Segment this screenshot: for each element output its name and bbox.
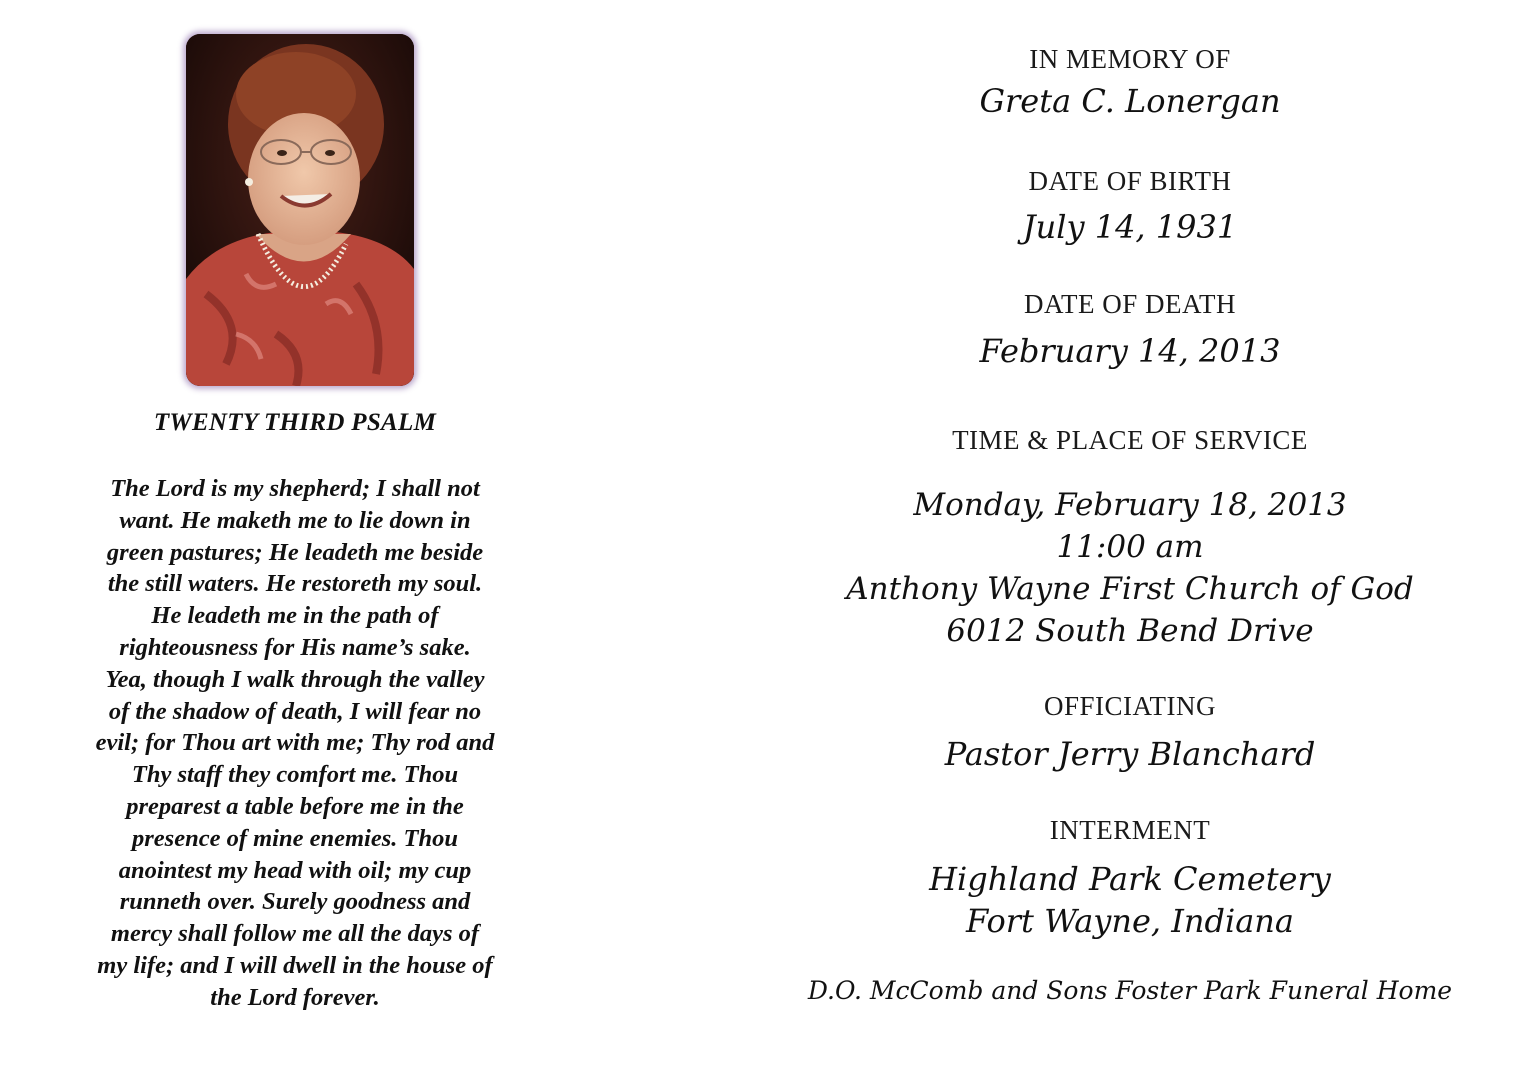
service-time: 11:00 am [1056,529,1204,565]
service-place: Anthony Wayne First Church of God [846,571,1414,607]
birth-label: DATE OF BIRTH [1028,166,1232,196]
left-panel [0,0,590,1065]
psalm-line: mercy shall follow me all the days of [110,920,480,948]
officiant-name: Pastor Jerry Blanchard [944,735,1316,773]
service-details [760,484,1500,652]
service-address: 6012 South Bend Drive [946,613,1314,649]
interment-place: Highland Park Cemetery [929,860,1331,898]
service-label: TIME & PLACE OF SERVICE [952,425,1308,455]
psalm-line: Thy staff they comfort me. Thou [131,761,459,789]
deceased-name: Greta C. Lonergan [979,82,1281,120]
psalm-line: want. He maketh me to lie down in [119,506,471,534]
service-date: Monday, February 18, 2013 [913,487,1347,523]
psalm-line: righteousness for His name’s sake. [119,633,471,661]
psalm-line: Yea, though I walk through the valley [105,665,485,693]
psalm-line: green pastures; He leadeth me beside [106,538,484,566]
officiating-label: OFFICIATING [1043,691,1216,721]
psalm-line: the still waters. He restoreth my soul. [107,570,483,598]
psalm-line: evil; for Thou art with me; Thy rod and [95,729,495,757]
psalm-text [0,473,590,1014]
portrait-image [186,34,414,386]
psalm-line: He leadeth me in the path of [151,602,439,630]
funeral-home: D.O. McComb and Sons Foster Park Funeral Home [807,976,1453,1005]
psalm-line: my life; and I will dwell in the house of [97,951,493,979]
psalm-line: anointest my head with oil; my cup [118,856,472,884]
in-memory-label: IN MEMORY OF [1029,44,1231,74]
interment-label: INTERMENT [1049,815,1211,845]
death-label: DATE OF DEATH [1024,289,1236,319]
interment-details [760,858,1500,942]
birth-date: July 14, 1931 [1022,208,1238,246]
psalm-line: runneth over. Surely goodness and [119,888,471,916]
right-panel [760,0,1500,1065]
psalm-line: The Lord is my shepherd; I shall not [110,475,480,502]
psalm-title: TWENTY THIRD PSALM [153,409,437,436]
psalm-line: the Lord forever. [210,983,380,1011]
psalm-line: preparest a table before me in the [126,792,464,820]
psalm-line: presence of mine enemies. Thou [132,824,458,852]
interment-city: Fort Wayne, Indiana [966,902,1294,940]
death-date: February 14, 2013 [979,332,1281,370]
psalm-line: of the shadow of death, I will fear no [108,697,482,725]
portrait-photo [186,34,414,386]
